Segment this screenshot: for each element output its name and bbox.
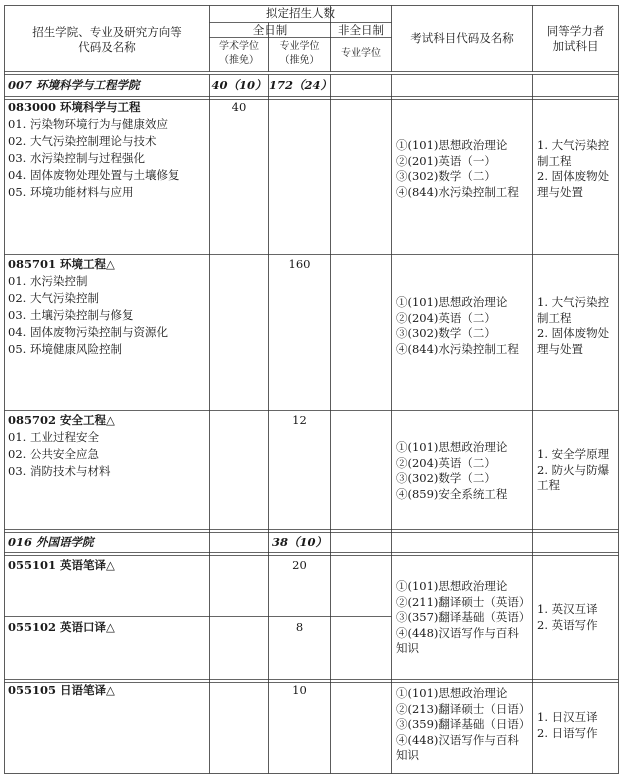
header-professional-line2: （推免） <box>279 55 320 66</box>
additional-item: 1. 大气污染控 <box>537 295 610 309</box>
header-fulltime: 全日制 <box>252 23 288 37</box>
additional-subjects <box>537 710 598 741</box>
header-exam: 考试科目代码及名称 <box>410 31 514 45</box>
exam-item: ④(844)水污染控制工程 <box>396 341 519 356</box>
direction-item: 03. 水污染控制与过程强化 <box>8 151 145 165</box>
additional-item: 2. 固体废物处 <box>537 326 610 340</box>
direction-item: 04. 固体废物处理处置与土壤修复 <box>8 168 180 182</box>
exam-item: ①(101)思想政治理论 <box>396 295 508 309</box>
exam-item: ③(302)数学（二） <box>396 471 496 485</box>
direction-item: 01. 污染物环境行为与健康效应 <box>8 117 168 131</box>
header-planned: 拟定招生人数 <box>266 6 335 20</box>
program-title: 083000 环境科学与工程 <box>8 100 141 114</box>
header-professional <box>269 40 330 68</box>
program-title: 055102 英语口译△ <box>8 620 115 634</box>
program-title: 085702 安全工程△ <box>8 413 115 427</box>
exam-item: ①(101)思想政治理论 <box>396 138 508 152</box>
program-professional-count: 10 <box>292 683 307 697</box>
direction-item: 01. 水污染控制 <box>8 274 88 288</box>
exam-subjects <box>396 138 519 200</box>
program-professional-count: 160 <box>288 257 311 271</box>
exam-item: ④(844)水污染控制工程 <box>396 184 519 199</box>
exam-subjects <box>396 440 507 502</box>
additional-item: 1. 日汉互译 <box>537 710 598 724</box>
additional-item: 1. 安全学原理 <box>537 447 610 461</box>
direction-item: 02. 公共安全应急 <box>8 447 99 461</box>
direction-item: 03. 消防技术与材料 <box>8 464 111 478</box>
program-title: 085701 环境工程△ <box>8 257 115 271</box>
header-professional-line1: 专业学位 <box>279 41 320 52</box>
college-professional-count: 38（10） <box>271 535 327 549</box>
additional-subjects <box>537 602 598 633</box>
exam-item: ③(359)翻译基础（日语） <box>396 717 531 731</box>
additional-item: 工程 <box>537 478 560 492</box>
direction-item: 01. 工业过程安全 <box>8 430 99 444</box>
header-academic <box>210 40 268 68</box>
additional-item: 1. 大气污染控 <box>537 138 610 152</box>
additional-item: 2. 英语写作 <box>537 617 598 632</box>
direction-item: 05. 环境健康风险控制 <box>8 342 122 356</box>
additional-subjects <box>537 295 609 357</box>
direction-item: 02. 大气污染控制 <box>8 291 99 305</box>
exam-item: 知识 <box>396 748 419 762</box>
exam-subjects <box>396 579 530 657</box>
exam-item: ①(101)思想政治理论 <box>396 579 508 593</box>
header-parttime-professional: 专业学位 <box>341 48 381 59</box>
program-academic-count: 40 <box>231 100 247 114</box>
exam-item: ④(859)安全系统工程 <box>396 486 508 501</box>
exam-item: ②(201)英语（一） <box>396 153 496 168</box>
additional-item: 制工程 <box>537 153 572 168</box>
header-program-line2: 代码及名称 <box>78 40 136 54</box>
exam-item: ②(211)翻译硕士（英语） <box>396 594 531 609</box>
additional-item: 2. 防火与防爆 <box>537 462 610 477</box>
exam-item: ②(204)英语（二） <box>396 455 496 470</box>
header-academic-line2: （推免） <box>219 55 259 66</box>
college-professional-count: 172（24） <box>269 78 333 92</box>
exam-item: ①(101)思想政治理论 <box>396 686 508 700</box>
direction-item: 05. 环境功能材料与应用 <box>8 185 134 199</box>
exam-item: ④(448)汉语写作与百科 <box>396 625 519 640</box>
program-professional-count: 20 <box>292 558 307 572</box>
header-academic-line1: 学术学位 <box>219 41 259 52</box>
header-additional-line1: 同等学力者 <box>546 24 605 38</box>
college-name: 007 环境科学与工程学院 <box>8 78 140 92</box>
additional-item: 制工程 <box>537 310 572 325</box>
direction-item: 03. 土壤污染控制与修复 <box>8 308 134 322</box>
header-program-col <box>5 25 209 55</box>
exam-item: ③(302)数学（二） <box>396 326 496 340</box>
exam-item: ①(101)思想政治理论 <box>396 440 508 454</box>
program-professional-count: 12 <box>292 413 307 427</box>
additional-item: 2. 日语写作 <box>537 725 598 740</box>
exam-item: ②(213)翻译硕士（日语） <box>396 701 531 716</box>
college-name: 016 外国语学院 <box>8 535 94 549</box>
additional-item: 理与处置 <box>537 184 583 199</box>
additional-subjects <box>537 447 609 494</box>
exam-subjects <box>396 295 519 357</box>
direction-item: 04. 固体废物污染控制与资源化 <box>8 325 168 339</box>
exam-item: ③(302)数学（二） <box>396 169 496 183</box>
header-additional <box>533 24 618 54</box>
additional-item: 理与处置 <box>537 341 583 356</box>
program-title: 055101 英语笔译△ <box>8 558 115 572</box>
program-directions <box>8 116 179 201</box>
additional-item: 1. 英汉互译 <box>537 602 598 616</box>
program-title: 055105 日语笔译△ <box>8 683 115 697</box>
exam-item: ③(357)翻译基础（英语） <box>396 610 531 624</box>
exam-item: ②(204)英语（二） <box>396 310 496 325</box>
program-directions <box>8 429 110 480</box>
exam-item: 知识 <box>396 641 419 655</box>
header-program-line1: 招生学院、专业及研究方向等 <box>32 25 182 39</box>
additional-subjects <box>537 138 609 200</box>
exam-subjects <box>396 686 530 764</box>
direction-item: 02. 大气污染控制理论与技术 <box>8 134 157 148</box>
header-additional-line2: 加试科目 <box>552 39 599 53</box>
college-academic-count: 40（10） <box>211 78 267 92</box>
header-parttime: 非全日制 <box>338 23 384 37</box>
additional-item: 2. 固体废物处 <box>537 169 610 183</box>
program-professional-count: 8 <box>295 620 304 634</box>
program-directions <box>8 273 168 358</box>
exam-item: ④(448)汉语写作与百科 <box>396 732 519 747</box>
